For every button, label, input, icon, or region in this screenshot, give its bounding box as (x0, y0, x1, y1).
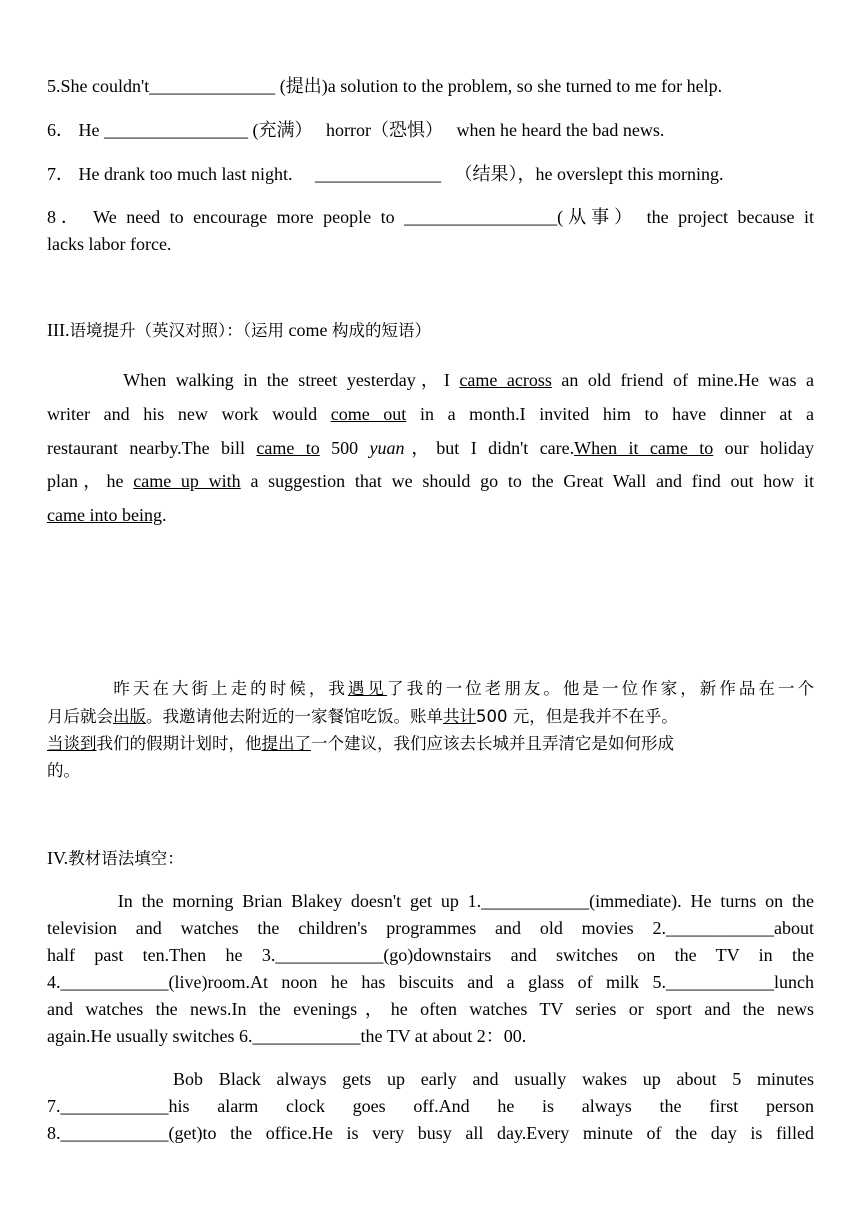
item-text: the project because it (646, 207, 814, 227)
section-title-end: 构成的短语） (331, 321, 431, 340)
english-passage-line-5: came into being. (47, 505, 167, 525)
item-text: a solution to the problem, so she turned to me for help. (327, 76, 723, 96)
chinese-passage-line-1: 昨天在大街上走的时候，我遇见了我的一位老朋友。他是一位作家，新作品在一个 (113, 679, 815, 698)
phrase-when-it-came-to: When it came to (574, 438, 714, 458)
grammar-passage-1-line-4: 4.____________(live)room.At noon he has biscuits and a glass of milk 5.____________lunch (47, 972, 814, 992)
phrase-came-up-with: came up with (133, 471, 241, 491)
phrase-come-out: come out (330, 404, 407, 424)
item-text: when he heard the bad news. (456, 120, 665, 140)
english-passage-line-2: writer and his new work would come out in a month.I invited him to have dinner at a (47, 404, 814, 424)
grammar-passage-2-line-3: 8.____________(get)to the office.He is very busy all day.Every minute of the day is filled (47, 1123, 814, 1143)
grammar-passage-2-line-1: Bob Black always gets up early and usually wakes up about 5 minutes (173, 1069, 815, 1089)
chinese-passage-line-4: 的。 (47, 761, 80, 780)
item-text: She couldn't (60, 76, 150, 96)
chinese-passage-line-3: 当谈到我们的假期计划时，他提出了一个建议，我们应该去长城并且弄清它是如何形成 (47, 734, 674, 753)
section-numeral: IV. (47, 848, 69, 868)
phrase-came-to: came to (256, 438, 320, 458)
grammar-passage-1-line-1: In the morning Brian Blakey doesn't get up 1.____________(immediate). He turns on the (117, 891, 814, 911)
item-text: horror（恐惧） (326, 120, 443, 140)
english-passage-line-1: When walking in the street yesterday，I came across an old friend of mine.He was a (123, 370, 814, 390)
exercise-item-6 (47, 118, 814, 142)
grammar-passage-1-line-2: television and watches the children's programmes and old movies 2.____________about (47, 918, 814, 938)
item-hint: （结果）， (454, 164, 536, 184)
grammar-passage-1-line-3: half past ten.Then he 3.____________(go)downstairs and switches on the TV in the (47, 945, 814, 965)
phrase-came-across: came across (459, 370, 552, 390)
item-number: 8． (47, 207, 84, 227)
item-text: lacks labor force. (47, 234, 172, 254)
section-numeral: III. (47, 320, 70, 340)
section-title: 语境提升（英汉对照）：（运用 (69, 321, 284, 340)
phrase-came-into-being: came into being (47, 505, 162, 525)
item-text: he overslept this morning. (535, 164, 724, 184)
section-3-heading (47, 318, 814, 343)
item-text: He (78, 120, 100, 140)
answer-blank[interactable]: ________________ (104, 120, 248, 140)
answer-blank[interactable]: ______________ (149, 76, 276, 96)
english-passage-line-3: restaurant nearby.The bill came to 500 yuan，but I didn't care.When it came to our holiday (47, 438, 815, 458)
item-text: He drank too much last night. (78, 164, 293, 184)
exercise-item-5 (47, 74, 814, 98)
item-hint: (从事） (557, 207, 638, 227)
item-number: 6． (47, 120, 74, 140)
item-hint: (提出) (279, 76, 328, 96)
section-4-heading (47, 846, 814, 871)
item-text: We need to encourage more people to (93, 207, 395, 227)
section-title-word: come (283, 320, 332, 340)
exercise-item-8 (47, 205, 814, 229)
item-number: 5. (47, 76, 61, 96)
item-hint: (充满） (252, 120, 313, 140)
grammar-passage-1-line-6: again.He usually switches 6.____________the TV at about 2：00. (47, 1026, 527, 1046)
exercise-item-8-cont (47, 232, 814, 256)
grammar-passage-2-line-2: 7.____________his alarm clock goes off.And he is always the first person (47, 1096, 814, 1116)
answer-blank[interactable]: ______________ (314, 164, 441, 184)
answer-blank[interactable]: _________________ (404, 207, 558, 227)
section-title: 教材语法填空： (68, 849, 184, 868)
chinese-passage-line-2: 月后就会出版。我邀请他去附近的一家餐馆吃饭。账单共计500 元，但是我并不在乎。 (47, 707, 678, 726)
exercise-item-7 (47, 162, 814, 186)
item-number: 7． (47, 164, 74, 184)
grammar-passage-1-line-5: and watches the news.In the evenings，he often watches TV series or sport and the news (47, 999, 814, 1019)
english-passage-line-4: plan，he came up with a suggestion that we should go to the Great Wall and find out how it (47, 471, 815, 491)
